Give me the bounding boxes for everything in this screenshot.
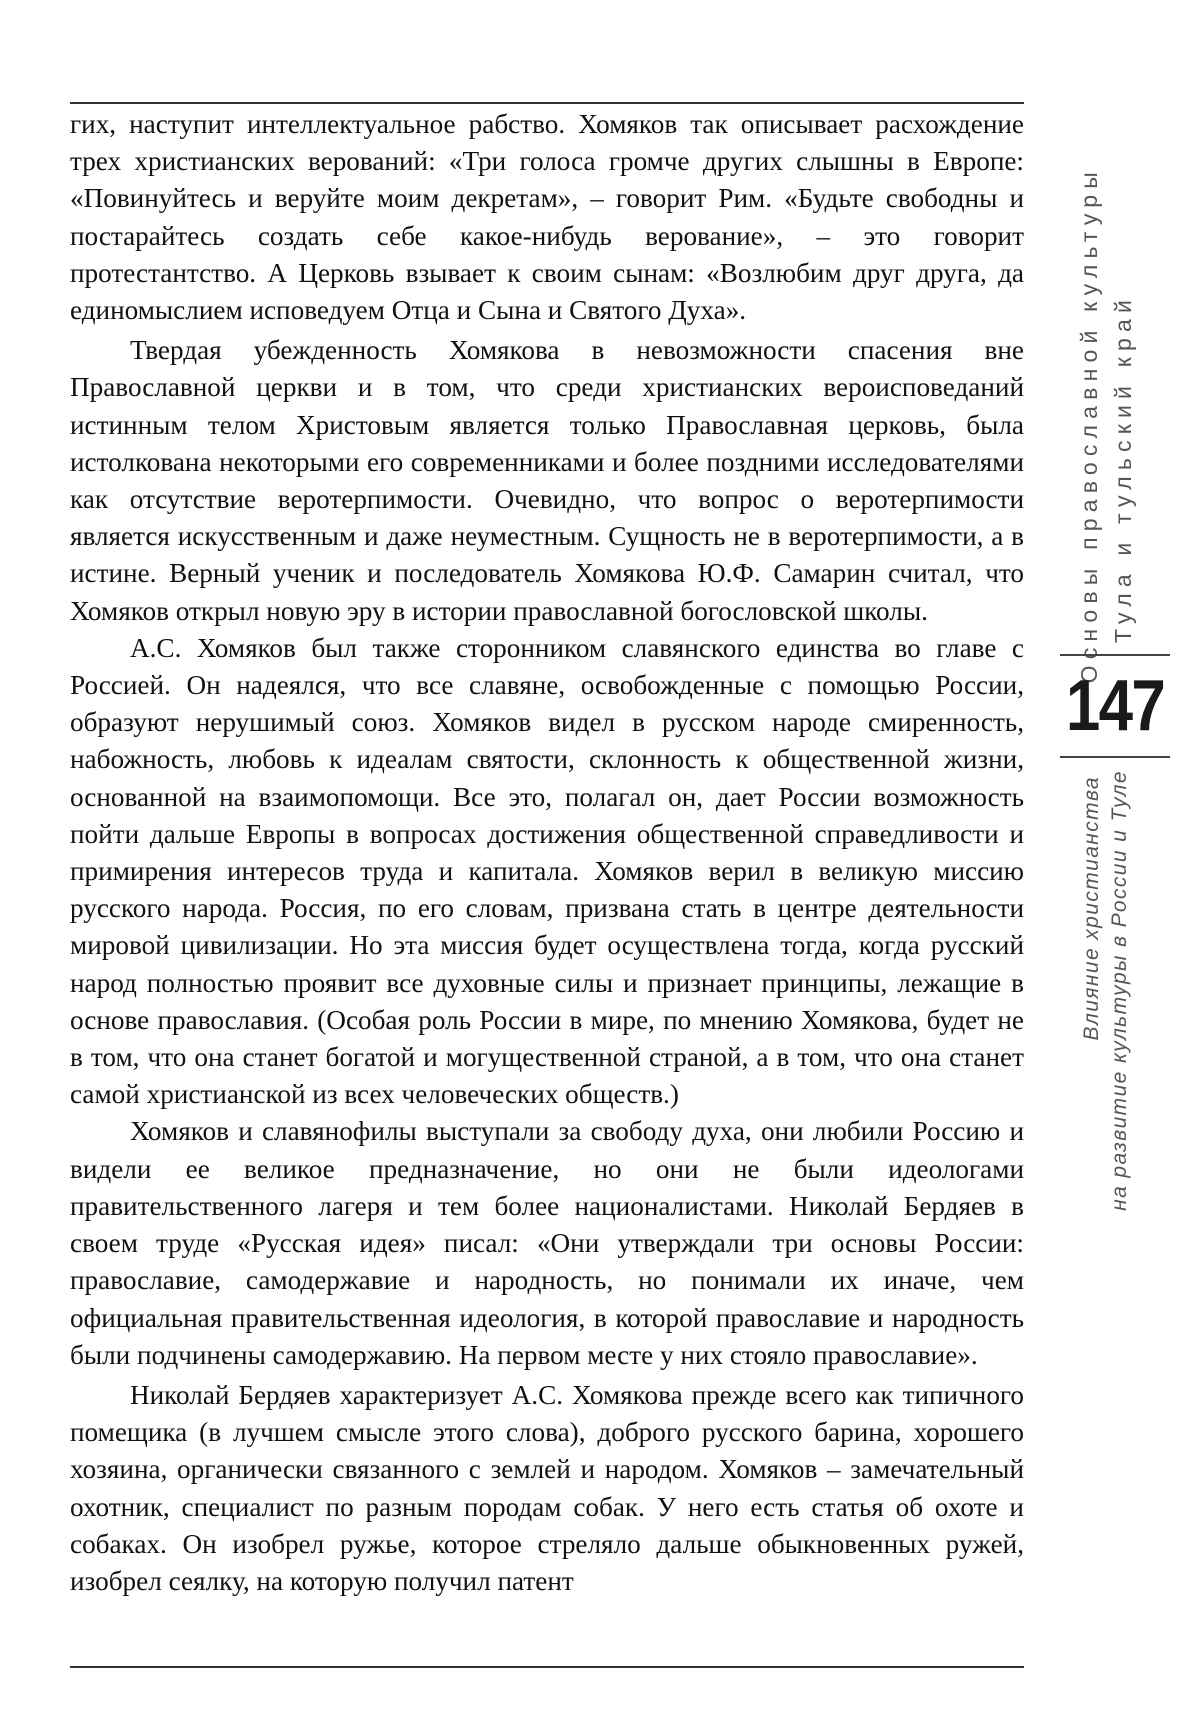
page-body	[70, 106, 1024, 1600]
paragraph-khomyakov-conviction: Твердая убежденность Хомякова в невозможности спасения вне Православной церкви и в том, что среди христианских вероисповеданий истинным телом Христовым является только Православная церковь, была истолкована некоторыми его современниками и более поздними исследователями как отсутствие веротерпимости. Очевидно, что вопрос о веротерпимости является искусственным и даже неуместным. Сущность не в веротерпимости, а в истине. Верный ученик и последователь Хомякова Ю.Ф. Самарин считал, что Хомяков открыл новую эру в истории православной богословской школы.	[70, 335, 1024, 626]
footer-rule	[70, 1666, 1024, 1668]
section-title-line2: на развитие культуры в России и Туле	[1108, 770, 1131, 1211]
course-title-line1: Основы православной культуры	[1076, 166, 1102, 684]
page-number-rule-bottom	[1060, 756, 1170, 758]
section-title-line1: Влияние христианства	[1080, 776, 1103, 1041]
page-number-rule-top	[1060, 654, 1170, 656]
paragraph-berdyaev: Николай Бердяев характеризует А.С. Хомякова прежде всего как типичного помещика (в лучшем смысле этого слова), доброго русского барина, хорошего хозяина, органически связанного с землей и народом. Хомяков – замечательный охотник, специалист по разным породам собак. У него есть статья об охоте и собаках. Он изобрел ружье, которое стреляло дальше обыкновенных ружей, изобрел сеялку, на которую получил патент	[70, 1379, 1024, 1596]
paragraph-slavic-unity: А.С. Хомяков был также сторонником славянского единства во главе с Россией. Он надеялся, что все славяне, освобожденные с помощью России, образуют нерушимый союз. Хомяков видел в русском народе смиренность, набожность, любовь к идеалам святости, склонность к общественной жизни, основанной на взаимопомощи. Все это, полагал он, дает России возможность пойти дальше Европы в вопросах достижения общественной справедливости и примирения интересов труда и капитала. Хомяков верил в великую миссию русского народа. Россия, по его словам, призвана стать в центре деятельности мировой цивилизации. Но эта миссия будет осуществлена тогда, когда русский народ полностью проявит все духовные силы и признает принципы, лежащие в основе православия. (Особая роль России в мире, по мнению Хомякова, будет не в том, что она станет богатой и могущественной страной, а в том, что она станет самой христианской из всех человеческих обществ.)	[70, 632, 1024, 1110]
course-title-line2: Тула и тульский край	[1110, 294, 1136, 643]
header-rule	[70, 102, 1024, 104]
page-number: 147	[1065, 666, 1165, 746]
paragraph-continuation: гих, наступит интеллектуальное рабство. Хомяков так описывает расхождение трех христианских верований: «Три голоса громче других слышны в Европе: «Повинуйтесь и веруйте моим декретам», – говорит Рим. «Будьте свободны и постарайтесь создать себе какое-нибудь верование», – это говорит протестантство. А Церковь взывает к своим сынам: «Возлюбим друг друга, да единомыслием исповедуем Отца и Сына и Святого Духа».	[70, 109, 1024, 326]
paragraph-slavophiles: Хомяков и славянофилы выступали за свободу духа, они любили Россию и видели ее великое предназначение, но они не были идеологами правительственного лагеря и тем более националистами. Николай Бердяев в своем труде «Русская идея» писал: «Они утверждали три основы России: православие, самодержавие и народность, но понимали их иначе, чем официальная правительственная идеология, в которой православие и народность были подчинены самодержавию. На первом месте у них стояло православие».	[70, 1116, 1024, 1370]
